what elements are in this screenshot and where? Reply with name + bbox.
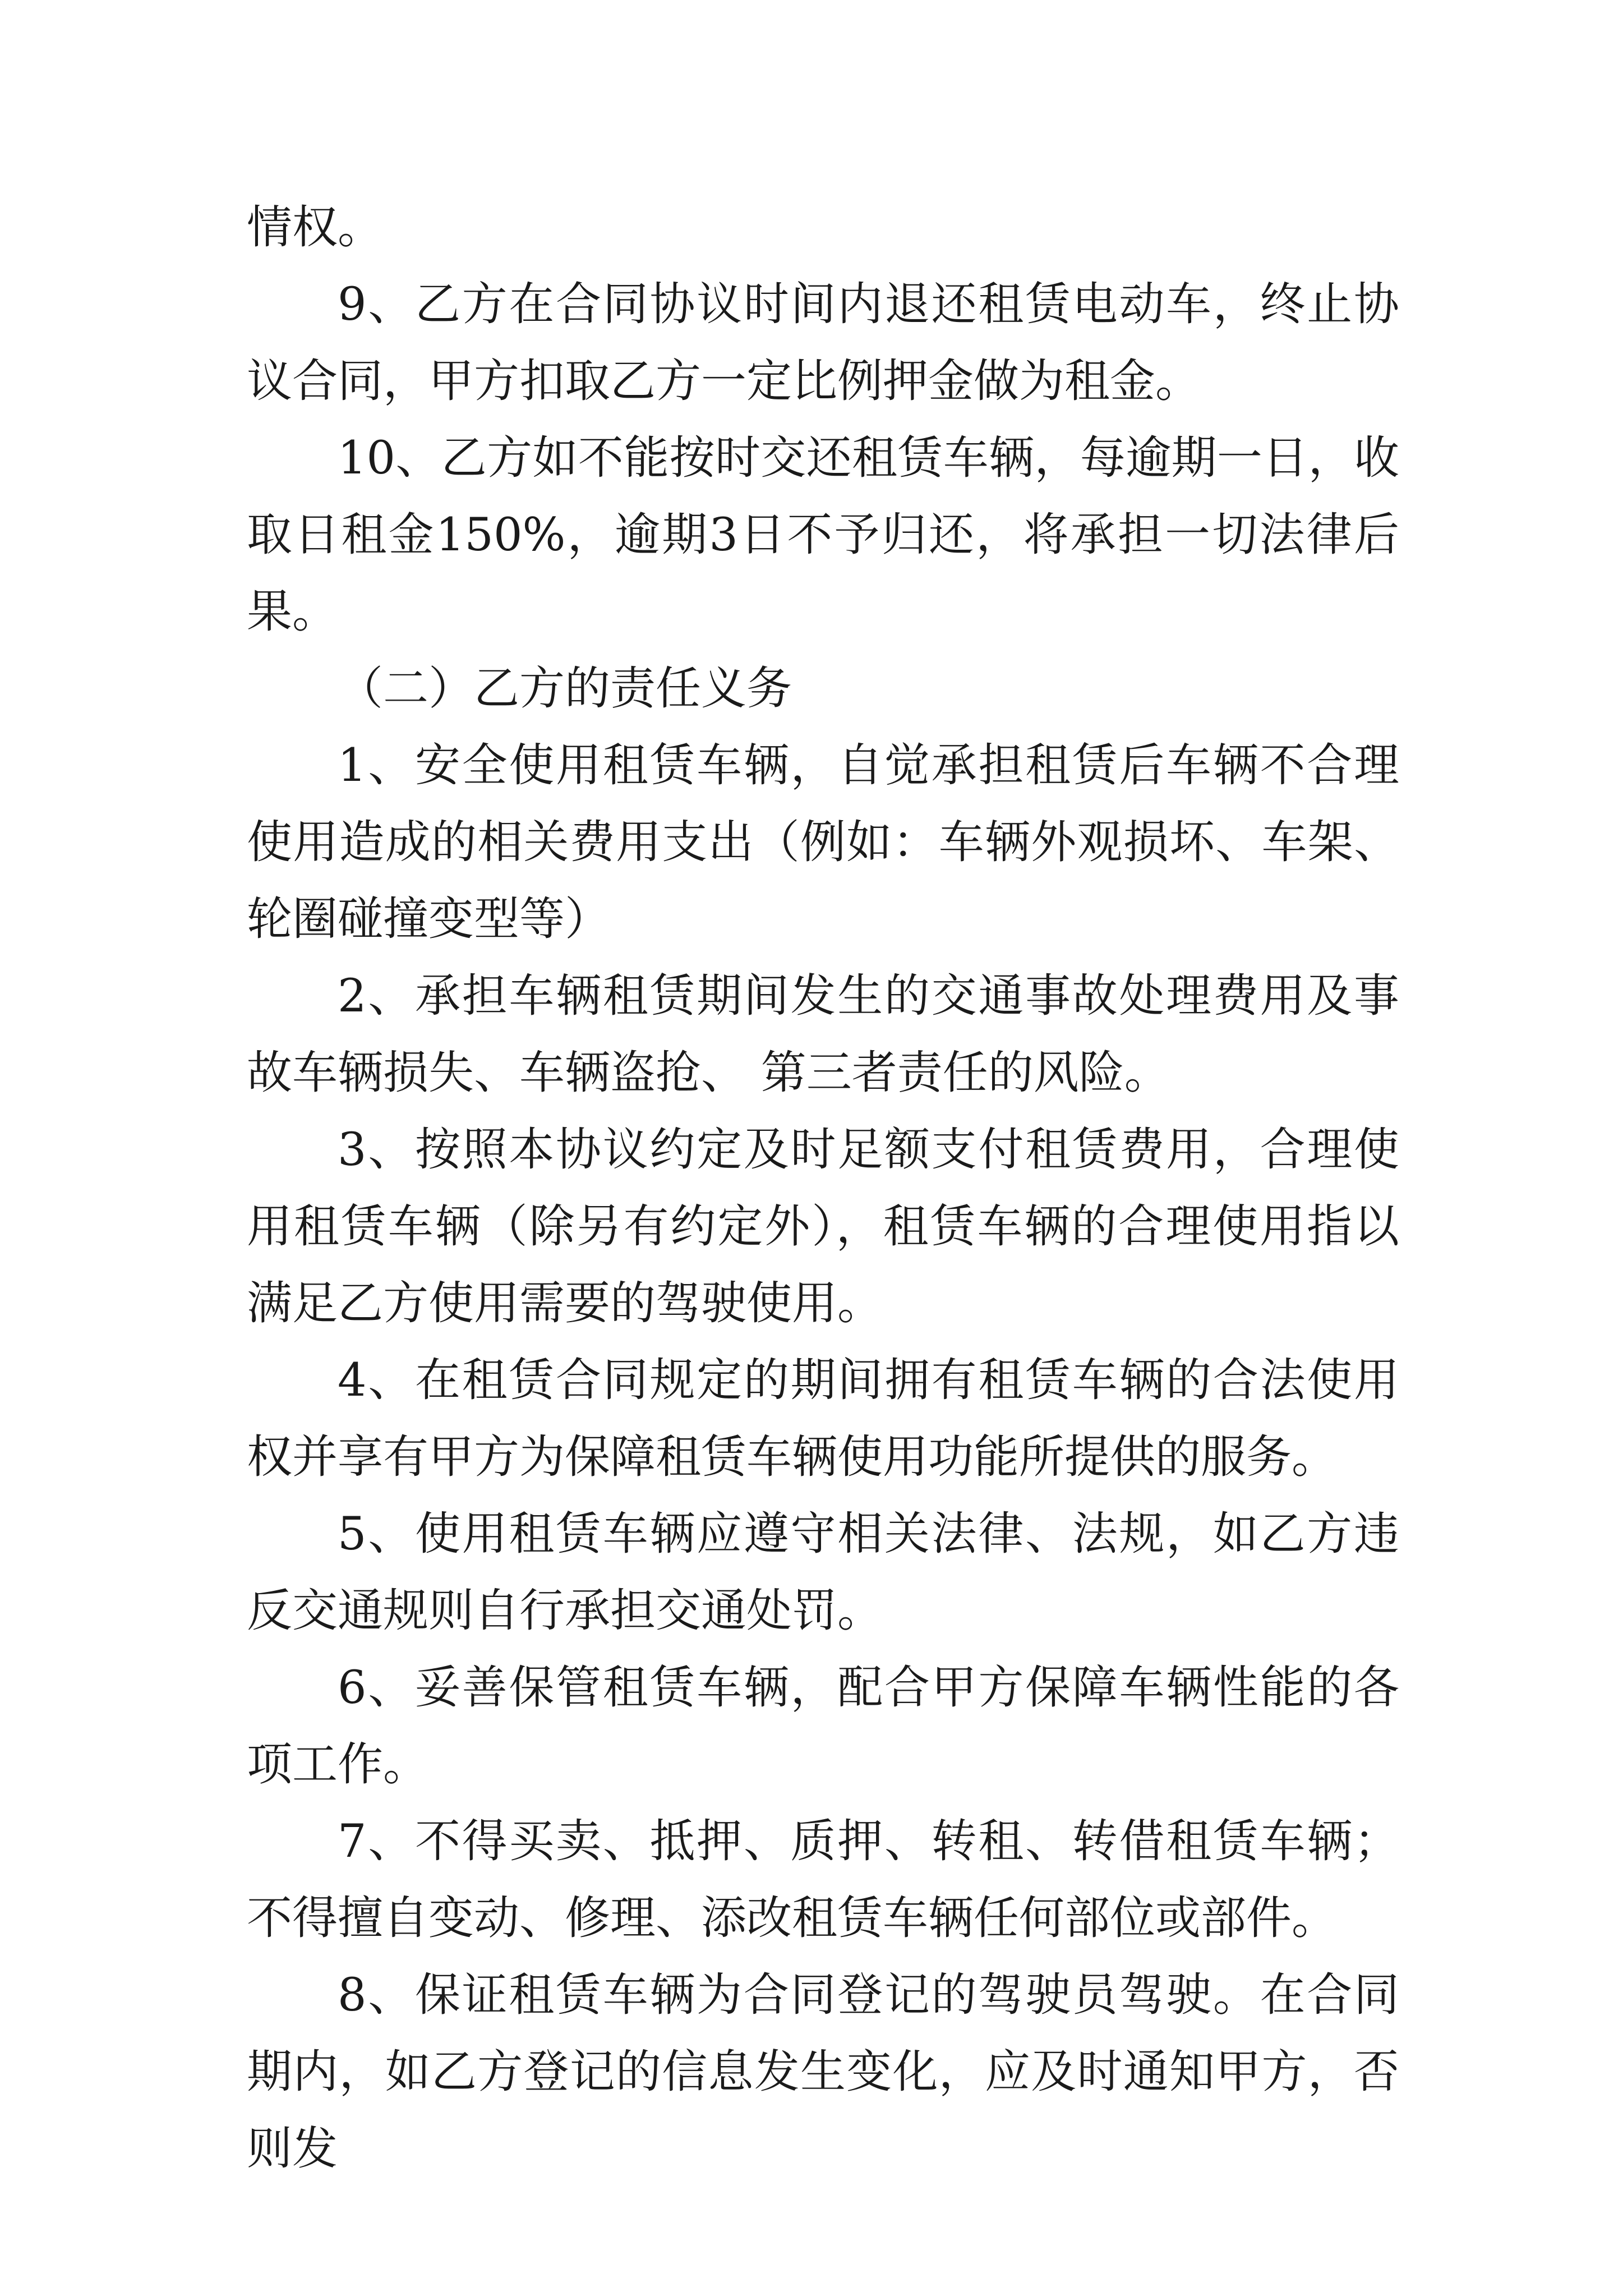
contract-body — [247, 190, 1399, 2188]
paragraph-duty-1: 1、安全使用租赁车辆，自觉承担租赁后车辆不合理使用造成的相关费用支出（例如：车辆外观损坏、车架、轮圈碰撞变型等） — [247, 739, 1399, 946]
paragraph-duty-7: 7、不得买卖、抵押、质押、转租、转借租赁车辆；不得擅自变动、修理、添改租赁车辆任何部位或部件。 — [247, 1815, 1399, 1945]
paragraph-duty-3: 3、按照本协议约定及时足额支付租赁费用，合理使用租赁车辆（除另有约定外），租赁车辆的合理使用指以满足乙方使用需要的驾驶使用。 — [247, 1124, 1399, 1330]
paragraph-duty-2: 2、承担车辆租赁期间发生的交通事故处理费用及事故车辆损失、车辆盗抢、 第三者责任的风险。 — [247, 970, 1399, 1099]
paragraph-duty-5: 5、使用租赁车辆应遵守相关法律、法规，如乙方违反交通规则自行承担交通处罚。 — [247, 1508, 1399, 1637]
paragraph-clause-9: 9、乙方在合同协议时间内退还租赁电动车，终止协议合同，甲方扣取乙方一定比例押金做为租金。 — [247, 278, 1399, 408]
paragraph-duty-8: 8、保证租赁车辆为合同登记的驾驶员驾驶。在合同期内，如乙方登记的信息发生变化，应及时通知甲方，否则发 — [247, 1969, 1399, 2175]
paragraph-clause-10: 10、乙方如不能按时交还租赁车辆，每逾期一日，收取日租金150%，逾期3日不予归还，将承担一切法律后果。 — [247, 432, 1399, 638]
paragraph-duty-4: 4、在租赁合同规定的期间拥有租赁车辆的合法使用权并享有甲方为保障租赁车辆使用功能所提供的服务。 — [247, 1354, 1399, 1484]
section-heading-party-b-duties: （二）乙方的责任义务 — [338, 662, 792, 715]
paragraph-duty-6: 6、妥善保管租赁车辆，配合甲方保障车辆性能的各项工作。 — [247, 1662, 1399, 1791]
paragraph-continuation: 情权。 — [247, 201, 384, 254]
